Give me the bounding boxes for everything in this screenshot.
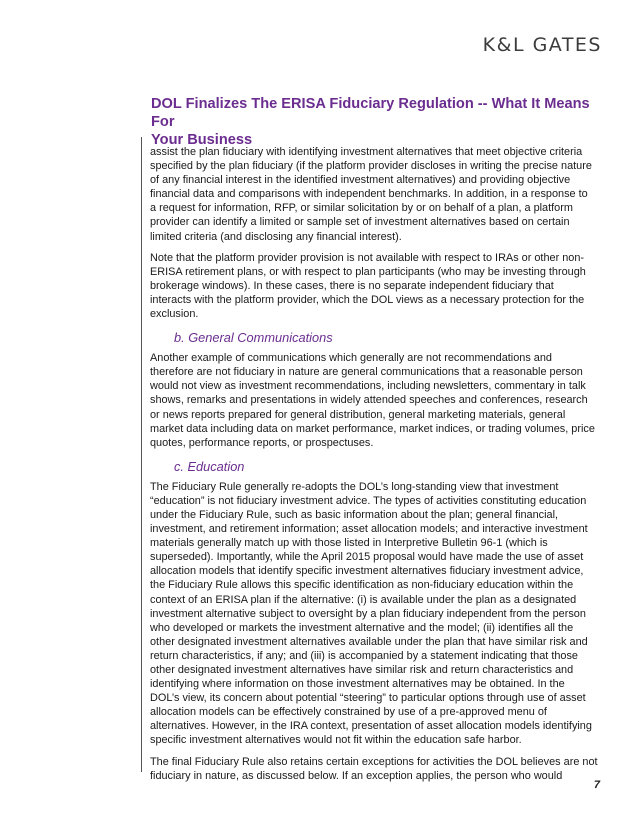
text-line: assist the plan fiduciary with identifying investment alternatives that meet objective criteria: [150, 146, 583, 158]
subheading-education: c. Education: [174, 458, 245, 474]
text-line: shows, remarks and presentations in widely attended speeches and conferences, research: [150, 394, 588, 407]
firm-logo: K&L GATES: [482, 34, 602, 56]
text-line: specified by the plan fiduciary (if the platform provider discloses in writing the precise nature: [150, 160, 592, 173]
text-line: or news reports prepared for general distribution, general marketing materials, general: [150, 408, 566, 421]
page-number: 7: [593, 779, 600, 791]
text-line: Note that the platform provider provision is not available with respect to IRAs or other non-: [150, 251, 585, 264]
paragraph-general-communications: [150, 351, 602, 450]
text-line: market data including data on market performance, market indices, or trading volumes, price: [150, 422, 595, 435]
document-title: [151, 95, 591, 149]
subheading-general-communications: b. General Communications: [174, 330, 333, 346]
text-line: alternatives. However, in the IRA context, presentation of asset allocation models identifying: [150, 720, 592, 733]
text-line: would not view as investment recommendations, including newsletters, commentary in talk: [150, 380, 586, 393]
text-line: brokerage windows). In these cases, there is no separate independent fiduciary that: [150, 279, 554, 292]
text-line: quotes, performance reports, or prospectuses.: [150, 436, 374, 449]
paragraph-education: [150, 480, 602, 748]
text-line: context of an ERISA plan if the alternative: (i) is available under the plan as a designated: [150, 593, 577, 606]
text-line: provider can identify a limited or sample set of investment alternatives based on certain: [150, 216, 570, 229]
text-line: The final Fiduciary Rule also retains certain exceptions for activities the DOL believes are not: [150, 755, 598, 768]
text-line: investment alternative subject to oversight by a plan fiduciary independent from the person: [150, 607, 586, 620]
text-line: exclusion.: [150, 308, 199, 321]
text-line: materials generally match up with those listed in Interpretive Bulletin 96-1 (which is: [150, 537, 548, 550]
title-line-1: DOL Finalizes The ERISA Fiduciary Regulation -- What It Means For: [151, 96, 590, 130]
text-line: return characteristics, if any; and (iii) is accompanied by a statement indicating that those: [150, 649, 578, 662]
text-line: who developed or markets the investment alternative and the model; (ii) identifies all the: [150, 621, 574, 634]
text-line: a request for information, RFP, or similar solicitation by or on behalf of a plan, a platform: [150, 202, 573, 215]
text-line: under the Fiduciary Rule, such as basic information about the plan; general financial,: [150, 508, 559, 521]
text-line: allocation models can be effectively constrained by use of a pre-approved menu of: [150, 706, 547, 719]
text-line: allocation models that identify specific investment alternatives fiduciary investment advice,: [150, 565, 584, 578]
text-line: identifying where information on those investment alternatives may be obtained. In the: [150, 678, 565, 691]
text-line: other designated investment alternatives available under the plan that have similar risk and: [150, 635, 588, 648]
text-line: fiduciary in nature, as discussed below. If an exception applies, the person who would: [150, 769, 563, 782]
paragraph-platform-provider: [150, 145, 602, 244]
text-line: limited criteria (and disclosing any financial interest).: [150, 230, 402, 243]
text-line: The Fiduciary Rule generally re-adopts the DOL’s long-standing view that investment: [150, 480, 559, 493]
left-margin-rule: [141, 137, 142, 772]
text-line: other designated investment alternatives have similar risk and return characteristics and: [150, 664, 574, 676]
text-line: therefore are not fiduciary in nature are general communications that a reasonable person: [150, 366, 583, 379]
text-line: DOL’s view, its concern about potential “steering” to particular options through use of asset: [150, 692, 586, 705]
text-line: ERISA retirement plans, or with respect to plan participants (who may be investing through: [150, 265, 586, 278]
text-line: interacts with the platform provider, which the DOL views as a necessary protection for the: [150, 293, 585, 306]
title-line-2: Your Business: [151, 132, 253, 148]
text-line: Another example of communications which generally are not recommendations and: [150, 352, 552, 365]
text-line: of any financial interest in the identified investment alternatives) and providing objective: [150, 174, 571, 187]
text-line: investment, and retirement information; asset allocation models; and interactive investment: [150, 523, 588, 536]
text-line: the Fiduciary Rule allows this specific identification as non-fiduciary education within the: [150, 579, 574, 592]
text-line: superseded). Importantly, while the April 2015 proposal would have made the use of asset: [150, 551, 584, 564]
text-line: “education” is not fiduciary investment advice. The types of activities constituting education: [150, 494, 587, 507]
text-line: financial data and comparisons with independent benchmarks. In addition, in a response to: [150, 188, 588, 201]
paragraph-ira-note: [150, 251, 602, 321]
document-body: [150, 145, 602, 790]
paragraph-exceptions: [150, 755, 602, 783]
text-line: specific investment alternatives would not fit within the education safe harbor.: [150, 734, 522, 747]
